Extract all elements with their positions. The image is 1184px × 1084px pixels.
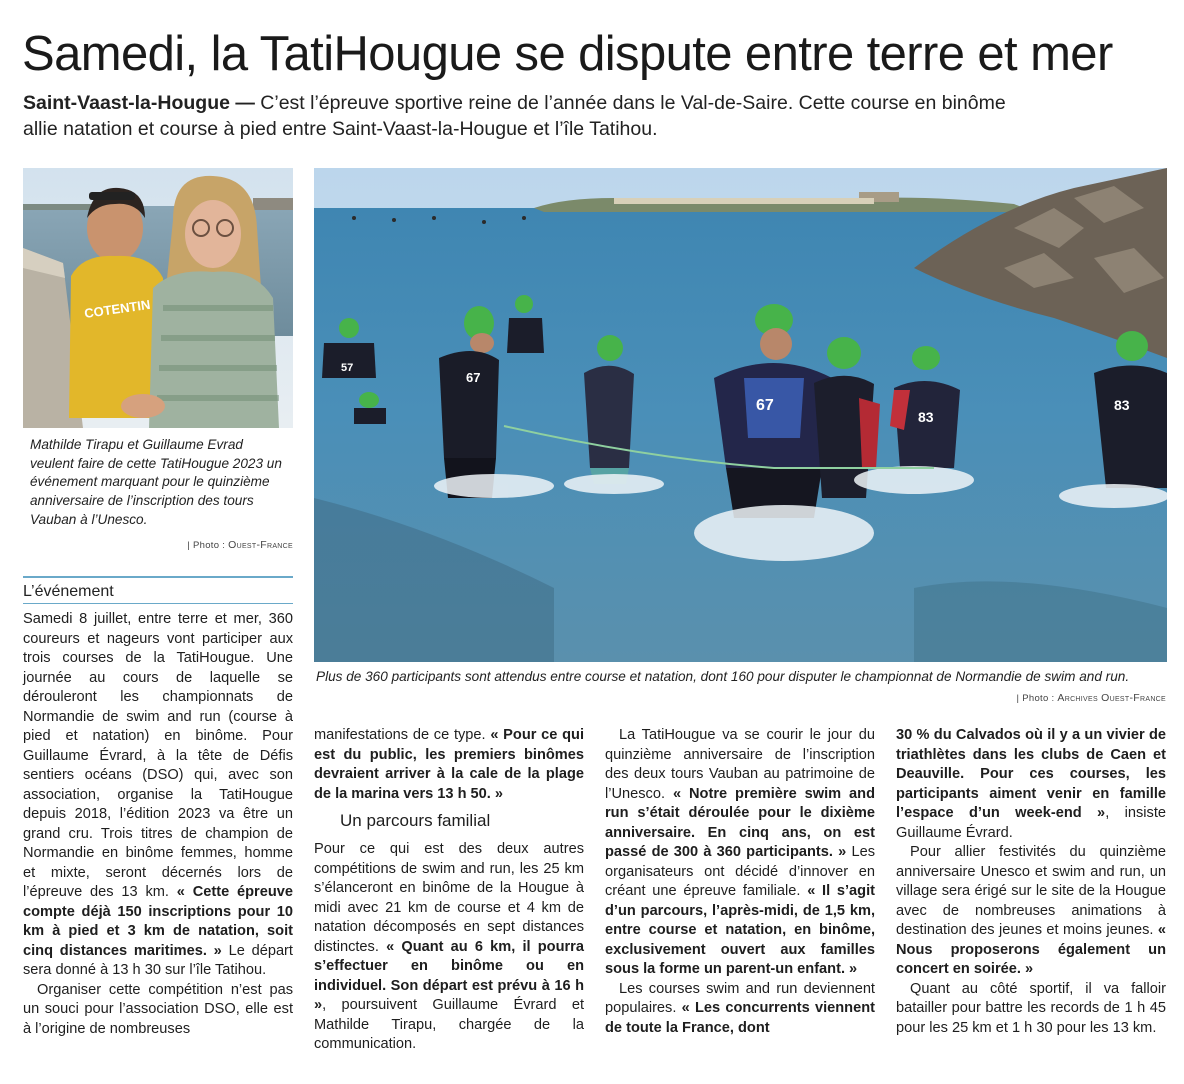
quote: « Quant au 6 km, il pourra s’effectuer en binôme ou en individuel. Son départ est prévu à 16 h » bbox=[314, 938, 584, 1013]
quote: 30 % du Calvados où il y a un vivier de triathlètes dans les clubs de Caen et Deauville. Pour ces courses, les participants aiment venir en famille l’espace d’un week-end » bbox=[896, 727, 1166, 821]
bib-number: 57 bbox=[341, 362, 354, 374]
column-3 bbox=[605, 726, 875, 1038]
bib-number: 83 bbox=[1114, 397, 1130, 413]
column-1 bbox=[23, 610, 293, 1039]
quote: « Notre première swim and run s’était déroulée pour le dixième anniversaire. En cinq ans, on est passé de 300 à 360 participants. » bbox=[605, 785, 875, 860]
portrait-credit bbox=[30, 539, 293, 551]
event-box-rule bbox=[23, 603, 293, 604]
portrait-credit-prefix: | Photo : bbox=[187, 540, 229, 551]
subheading: Un parcours familial bbox=[340, 811, 491, 830]
text-run: Les organisateurs ont décidé d’innover en créant une épreuve familiale. bbox=[605, 844, 875, 899]
text-run: , insiste Guillaume Évrard. bbox=[896, 805, 1166, 841]
quote: « Pour ce qui est du public, les premiers binômes devraient arriver à la cale de la plage de la marina vers 13 h 50. » bbox=[314, 727, 585, 802]
shirt-text: COTENTIN bbox=[83, 296, 152, 321]
paragraph bbox=[605, 726, 875, 980]
main-caption: Plus de 360 participants sont attendus entre course et natation, dont 160 pour disputer le championnat de Normandie de swim and run. bbox=[316, 669, 1130, 684]
bib-number: 67 bbox=[466, 370, 481, 385]
event-box-title: L’événement bbox=[23, 576, 293, 601]
text-run: Les courses swim and run deviennent populaires. bbox=[605, 980, 875, 1016]
quote: « Cette épreuve compte déjà 150 inscriptions pour 10 km à pied et 3 km de natation, soit cinq distances maritimes. » bbox=[23, 884, 293, 959]
paragraph bbox=[896, 843, 1166, 980]
main-credit bbox=[800, 692, 1166, 704]
paragraph: Organiser cette compétition n’est pas un souci pour l’association DSO, elle est à l’origine de nombreuses bbox=[23, 981, 293, 1037]
bib-number: 83 bbox=[918, 409, 934, 425]
text-run: Le départ sera donné à 13 h 30 sur l’île Tatihou. bbox=[23, 942, 293, 978]
main-photo bbox=[314, 168, 1167, 662]
paragraph bbox=[605, 980, 875, 1039]
dateline: Saint-Vaast-la-Hougue — bbox=[23, 92, 261, 114]
paragraph: Quant au côté sportif, il va falloir batailler pour battre les records de 1 h 45 pour les 25 km et 1 h 30 pour les 13 km. bbox=[896, 980, 1166, 1036]
text-run: La TatiHougue va se courir le jour du quinzième anniversaire de l’inscription des deux tours Vauban au patrimoine de l’Unesco. bbox=[605, 727, 875, 802]
paragraph bbox=[896, 726, 1166, 843]
portrait-credit-source: Ouest-France bbox=[228, 539, 293, 551]
chapo bbox=[23, 90, 1023, 142]
main-credit-source: Archives Ouest-France bbox=[1057, 692, 1166, 704]
quote: « Les concurrents viennent de toute la France, dont bbox=[605, 1000, 875, 1036]
bib-number: 67 bbox=[756, 397, 774, 414]
paragraph bbox=[314, 840, 584, 1055]
chapo-text: C’est l’épreuve sportive reine de l’année dans le Val-de-Saire. Cette course en binôme allie natation et course à pied entre Saint-Vaast-la-Hougue et l’île Tatihou. bbox=[23, 92, 1006, 140]
portrait-photo bbox=[23, 168, 293, 428]
text-run: manifestations de ce type. bbox=[314, 727, 491, 743]
quote: « Il s’agit d’un parcours, l’après-midi, de 1,5 km, entre course et natation, en binôme, exclusivement ouvert aux familles sous la forme un parent-un enfant. » bbox=[605, 883, 876, 977]
text-run: Pour allier festivités du quinzième anniversaire Unesco et swim and run, un village sera érigé sur le site de la Hougue avec de nombreuses animations à destination des jeunes et moins jeunes. bbox=[896, 844, 1166, 938]
text-run: Pour ce qui est des deux autres compétitions de swim and run, les 25 km s’élanceront en binôme de la Hougue à midi avec 21 km de course et 4 km de natation décomposés en sept distances distinctes. bbox=[314, 841, 584, 955]
text-run: , poursuivent Guillaume Évrard et Mathilde Tirapu, chargée de la communication. bbox=[314, 997, 584, 1052]
text-run: Samedi 8 juillet, entre terre et mer, 360 coureurs et nageurs vont participer aux trois courses de la TatiHougue. Une journée au cours de laquelle se dérouleront les championnats de Normandie de swim and run (course à pied et natation) en binôme. Pour Guillaume Évrard, à la tête de Défis sentiers océans (DSO) qui, avec son association, organise la TatiHougue depuis 2018, l’édition 2023 va être un grand cru. Trois titres de champion de Normandie en binôme femmes, homme et mixte, seront décernés lors de l’épreuve des 13 km. bbox=[23, 611, 293, 900]
quote: « Nous proposerons également un concert en soirée. » bbox=[896, 922, 1166, 977]
main-credit-prefix: | Photo : bbox=[1016, 693, 1058, 704]
column-2 bbox=[314, 726, 584, 1055]
paragraph bbox=[314, 726, 584, 804]
portrait-caption: Mathilde Tirapu et Guillaume Evrad veulent faire de cette TatiHougue 2023 un événement marquant pour le quinzième anniversaire de l’inscription des tours Vauban à l’Unesco. bbox=[30, 437, 282, 527]
paragraph bbox=[23, 610, 293, 981]
column-4 bbox=[896, 726, 1166, 1038]
headline: Samedi, la TatiHougue se dispute entre terre et mer bbox=[22, 27, 1113, 81]
